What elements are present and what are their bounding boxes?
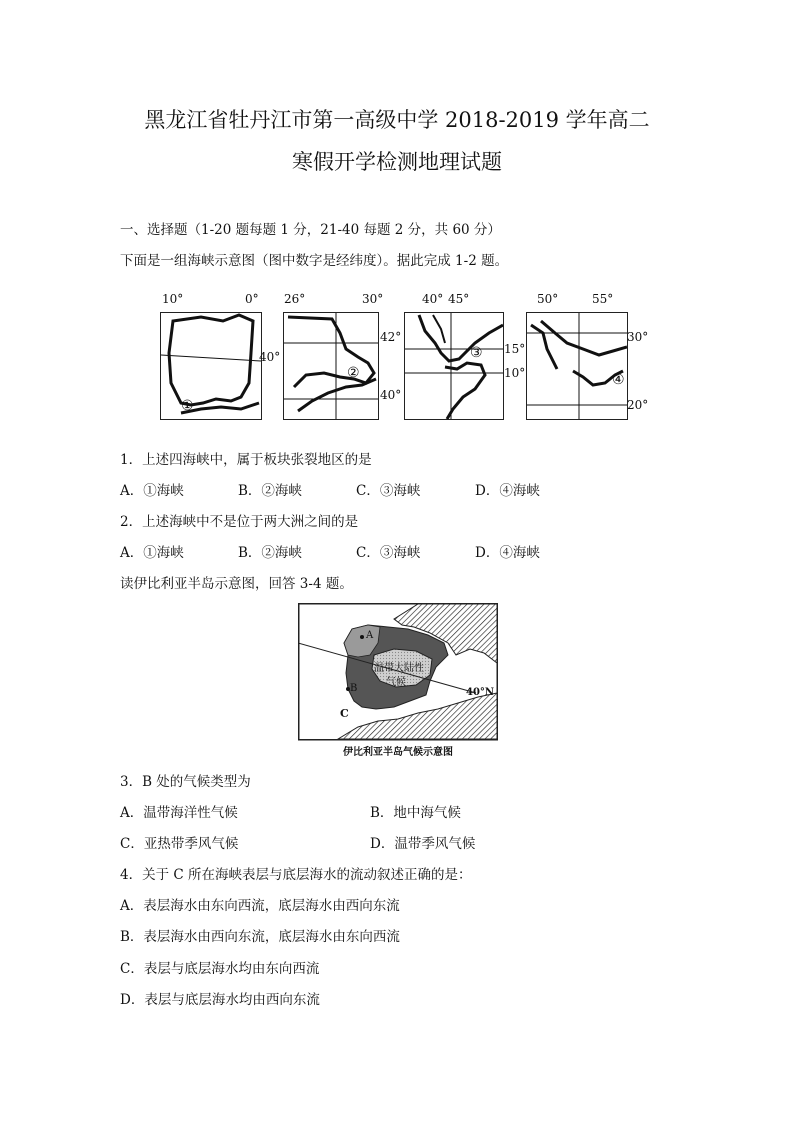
q4-stem: 4．关于 C 所在海峡表层与底层海水的流动叙述正确的是：	[120, 867, 472, 883]
q3-option-d[interactable]: D．温带季风气候	[370, 836, 476, 852]
map2-lat-bottom: 40°	[380, 388, 402, 402]
q3-option-a[interactable]: A．温带海洋性气候	[120, 805, 238, 821]
q2-option-c[interactable]: C．③海峡	[356, 545, 421, 561]
map4-lat-bottom: 20°	[627, 398, 649, 412]
map4-lon-left: 50°	[537, 292, 559, 306]
map2-lat-top: 42°	[380, 330, 402, 344]
section-heading: 一、选择题（1-20 题每题 1 分，21-40 每题 2 分，共 60 分）	[120, 222, 501, 238]
map4-marker: ④	[612, 372, 625, 388]
intro-strait-maps: 下面是一组海峡示意图（图中数字是经纬度）。据此完成 1-2 题。	[120, 253, 509, 269]
iberia-label-a: A	[366, 630, 374, 641]
q1-option-c[interactable]: C．③海峡	[356, 483, 421, 499]
map2-marker: ②	[347, 365, 360, 381]
iberia-climate-label: 温带大陆性	[374, 663, 424, 674]
map3-marker: ③	[470, 345, 483, 361]
strait-map-3-drawing	[405, 313, 503, 419]
q4-option-b[interactable]: B．表层海水由西向东流，底层海水由东向西流	[120, 929, 400, 945]
q1-option-b[interactable]: B．②海峡	[238, 483, 302, 499]
map1-lat: 40°	[259, 350, 281, 364]
q4-option-c[interactable]: C．表层与底层海水均由东向西流	[120, 961, 320, 977]
map2-lon-right: 30°	[362, 292, 384, 306]
iberia-figure	[298, 603, 498, 758]
map3-lat-bottom: 10°	[504, 366, 526, 380]
q2-option-a[interactable]: A．①海峡	[120, 545, 184, 561]
iberia-lat-label: 40°N	[466, 687, 495, 698]
map3-lon-right: 45°	[448, 292, 470, 306]
q1-stem: 1．上述四海峡中，属于板块张裂地区的是	[120, 452, 372, 468]
iberia-climate-label-2: 气候	[386, 677, 406, 688]
map1-marker: ①	[181, 398, 194, 414]
q2-option-d[interactable]: D．④海峡	[475, 545, 540, 561]
iberia-caption: 伊比利亚半岛气候示意图	[343, 747, 453, 758]
page-title-line1: 黑龙江省牡丹江市第一高级中学 2018-2019 学年高二	[144, 108, 650, 132]
map3-lon-left: 40°	[422, 292, 444, 306]
q3-option-b[interactable]: B．地中海气候	[370, 805, 461, 821]
strait-map-4-drawing	[527, 313, 627, 419]
strait-map-1-drawing	[161, 313, 261, 419]
page-title-line2: 寒假开学检测地理试题	[292, 150, 502, 174]
strait-map-3	[404, 312, 504, 420]
map4-lat-top: 30°	[627, 330, 649, 344]
q2-option-b[interactable]: B．②海峡	[238, 545, 302, 561]
map2-lon-left: 26°	[284, 292, 306, 306]
q1-option-a[interactable]: A．①海峡	[120, 483, 184, 499]
map1-lon-left: 10°	[162, 292, 184, 306]
strait-map-1	[160, 312, 262, 420]
q2-stem: 2．上述海峡中不是位于两大洲之间的是	[120, 514, 359, 530]
iberia-label-c: C	[340, 707, 349, 720]
map3-lat-top: 15°	[504, 342, 526, 356]
strait-map-4	[526, 312, 628, 420]
q3-option-c[interactable]: C．亚热带季风气候	[120, 836, 239, 852]
strait-map-2-drawing	[284, 313, 378, 419]
strait-map-2	[283, 312, 379, 420]
q3-stem: 3．B 处的气候类型为	[120, 774, 251, 790]
intro-iberia: 读伊比利亚半岛示意图，回答 3-4 题。	[120, 576, 353, 592]
q4-option-a[interactable]: A．表层海水由东向西流，底层海水由西向东流	[120, 898, 400, 914]
map1-lon-right: 0°	[245, 292, 259, 306]
iberia-label-b: B	[350, 683, 358, 694]
map4-lon-right: 55°	[592, 292, 614, 306]
q4-option-d[interactable]: D．表层与底层海水均由西向东流	[120, 992, 320, 1008]
q1-option-d[interactable]: D．④海峡	[475, 483, 540, 499]
